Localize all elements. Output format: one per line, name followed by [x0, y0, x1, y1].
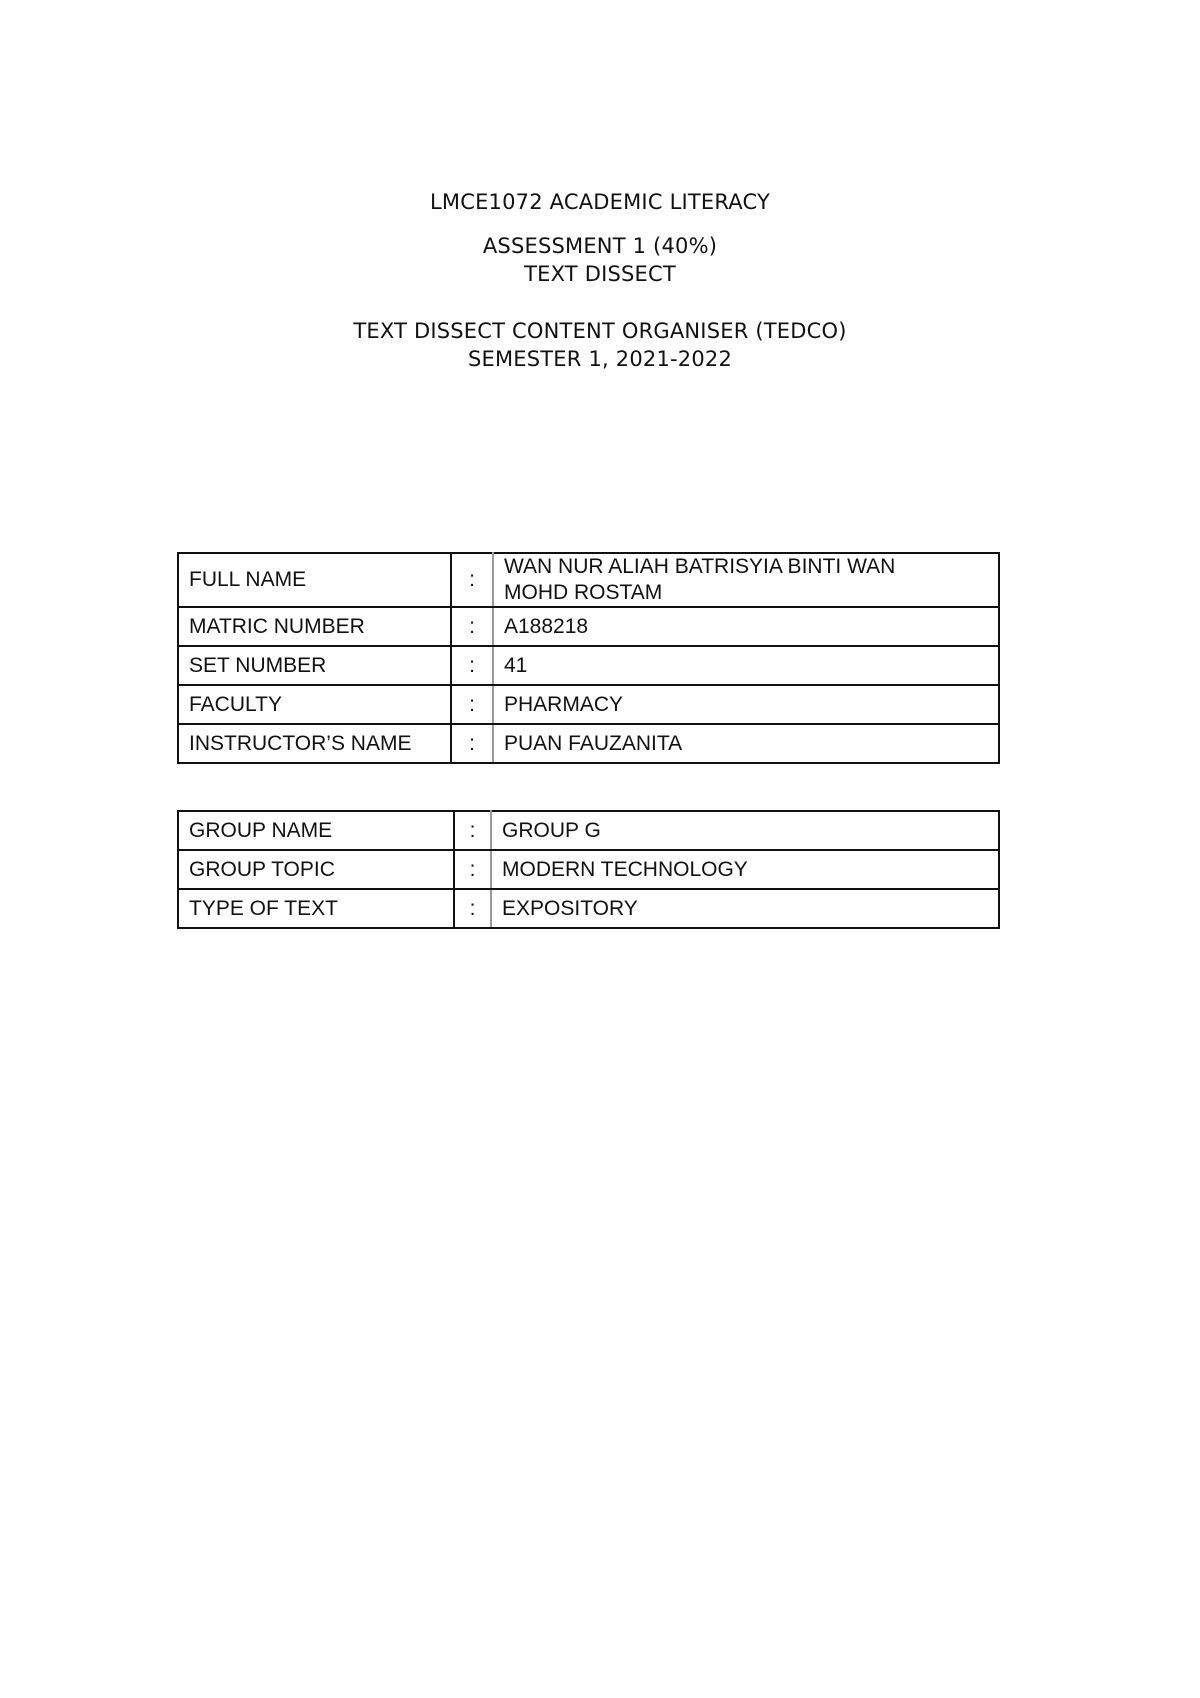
group-topic-value: MODERN TECHNOLOGY [491, 850, 999, 889]
matric-number-label: MATRIC NUMBER [178, 607, 451, 646]
full-name-label: FULL NAME [178, 553, 451, 607]
table-row-full-name [178, 553, 999, 607]
table-row-faculty [178, 685, 999, 724]
student-info-table [177, 552, 1000, 764]
matric-number-value: A188218 [493, 607, 999, 646]
faculty-label: FACULTY [178, 685, 451, 724]
separator-colon: : [451, 646, 493, 685]
assessment-title: ASSESSMENT 1 (40%) [482, 234, 718, 258]
instructor-value: PUAN FAUZANITA [493, 724, 999, 763]
separator-colon: : [454, 811, 491, 850]
group-name-value: GROUP G [491, 811, 999, 850]
table-row-type-of-text [178, 889, 999, 928]
table-row-group-topic [178, 850, 999, 889]
organiser-title: TEXT DISSECT CONTENT ORGANISER (TEDCO) [353, 319, 847, 343]
separator-colon: : [451, 724, 493, 763]
full-name-value [493, 553, 999, 607]
type-of-text-value: EXPOSITORY [491, 889, 999, 928]
group-topic-label: GROUP TOPIC [178, 850, 454, 889]
group-info-table [177, 810, 1000, 929]
separator-colon: : [451, 607, 493, 646]
table-row-group-name [178, 811, 999, 850]
instructor-label: INSTRUCTOR’S NAME [178, 724, 451, 763]
course-title: LMCE1072 ACADEMIC LITERACY [429, 190, 771, 214]
table-row-matric-number [178, 607, 999, 646]
set-number-value: 41 [493, 646, 999, 685]
separator-colon: : [454, 889, 491, 928]
separator-colon: : [451, 685, 493, 724]
separator-colon: : [451, 553, 493, 607]
faculty-value: PHARMACY [493, 685, 999, 724]
set-number-label: SET NUMBER [178, 646, 451, 685]
separator-colon: : [454, 850, 491, 889]
full-name-value-line2: MOHD ROSTAM [504, 581, 663, 604]
full-name-value-line1: WAN NUR ALIAH BATRISYIA BINTI WAN [504, 555, 896, 578]
type-of-text-label: TYPE OF TEXT [178, 889, 454, 928]
group-name-label: GROUP NAME [178, 811, 454, 850]
semester-line: SEMESTER 1, 2021-2022 [467, 347, 733, 371]
table-row-instructor [178, 724, 999, 763]
table-row-set-number [178, 646, 999, 685]
assessment-subtitle: TEXT DISSECT [524, 262, 676, 286]
